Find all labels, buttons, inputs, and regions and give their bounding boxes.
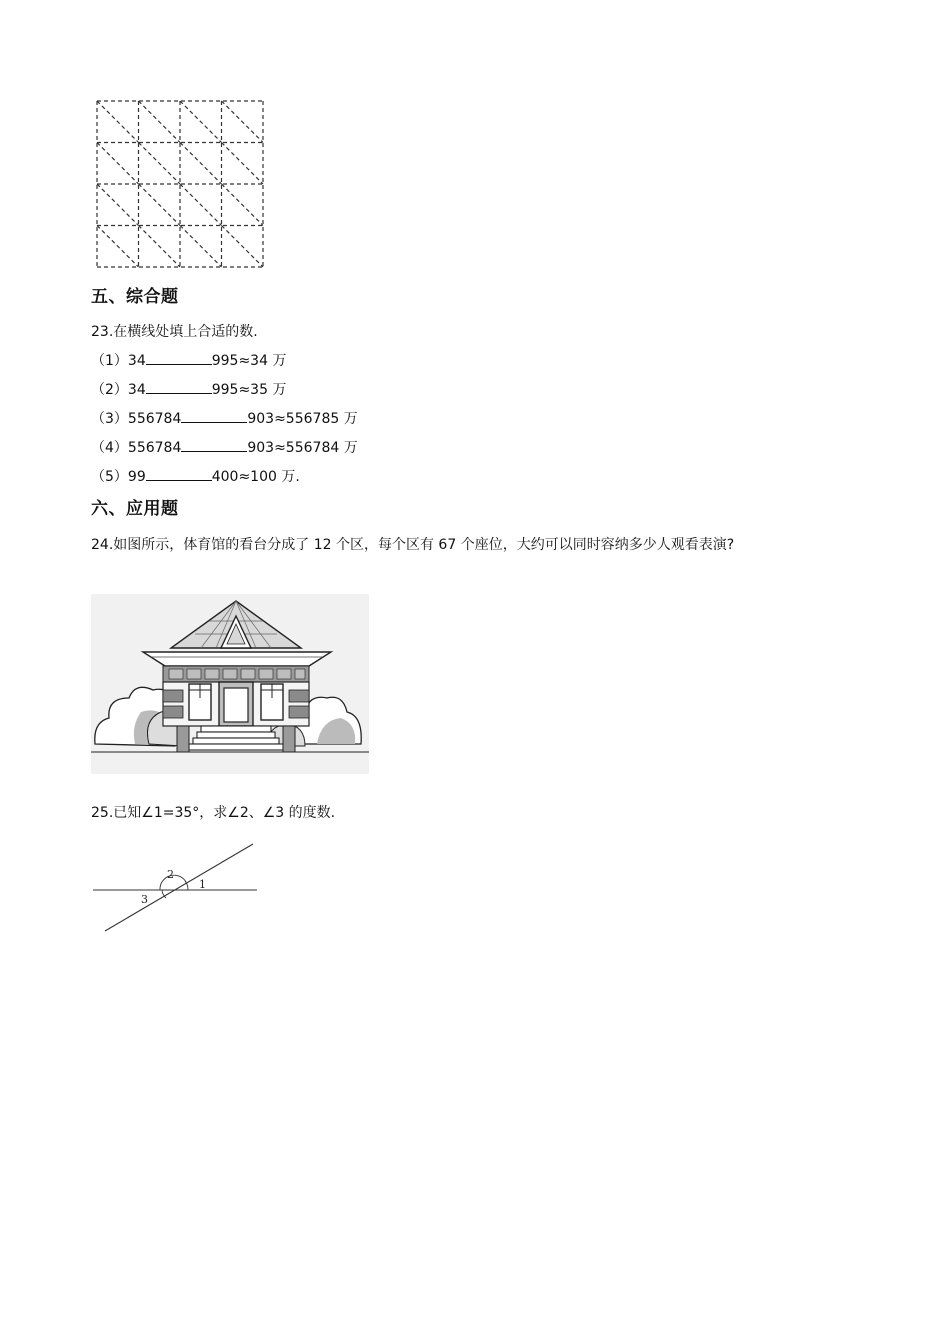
- gymnasium-illustration: [91, 594, 369, 774]
- question-23-stem: 23.在横线处填上合适的数.: [91, 324, 258, 340]
- fill-blank-item-3: [91, 408, 358, 428]
- fill-blank-item-2: [91, 379, 286, 399]
- section-heading-5: 五、综合题: [91, 287, 179, 307]
- item-suffix: 903≈556785 万: [247, 411, 358, 427]
- section-heading-6: 六、应用题: [91, 499, 179, 519]
- fill-blank-item-5: [91, 466, 300, 486]
- fill-blank-item-1: [91, 350, 286, 370]
- item-prefix: （3）556784: [91, 411, 182, 427]
- item-suffix: 400≈100 万.: [211, 469, 300, 485]
- item-prefix: （1）34: [91, 353, 146, 369]
- item-prefix: （2）34: [91, 382, 146, 398]
- fill-blank-item-4: [91, 437, 358, 457]
- answer-blank[interactable]: [181, 438, 247, 452]
- answer-blank[interactable]: [181, 409, 247, 423]
- angle-figure: [91, 842, 261, 934]
- item-suffix: 903≈556784 万: [247, 440, 358, 456]
- question-25-stem: 25.已知∠1=35°，求∠2、∠3 的度数.: [91, 805, 336, 821]
- angle-label-1: 1: [199, 878, 206, 891]
- item-prefix: （5）99: [91, 469, 146, 485]
- angle-label-3: 3: [141, 893, 148, 906]
- answer-blank[interactable]: [146, 351, 212, 365]
- angle-label-2: 2: [167, 868, 174, 881]
- answer-blank[interactable]: [146, 467, 212, 481]
- answer-blank[interactable]: [146, 380, 212, 394]
- question-24-stem: 24.如图所示，体育馆的看台分成了 12 个区，每个区有 67 个座位，大约可以同时容纳多少人观看表演?: [91, 537, 735, 553]
- item-prefix: （4）556784: [91, 440, 182, 456]
- item-suffix: 995≈34 万: [211, 353, 287, 369]
- dashed-grid-figure: [94, 98, 266, 270]
- item-suffix: 995≈35 万: [211, 382, 287, 398]
